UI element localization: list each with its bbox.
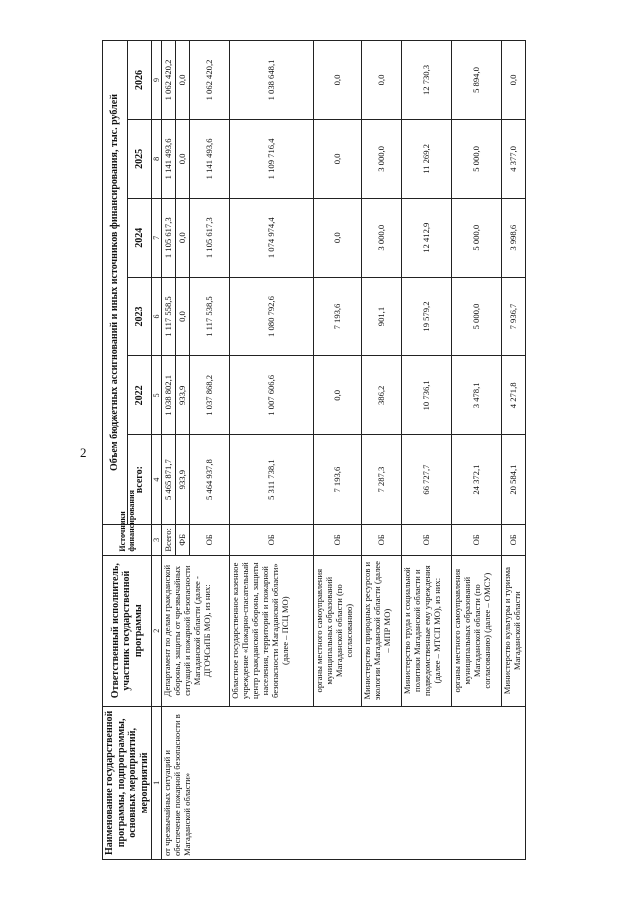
header-col2: Ответственный исполнитель, участник государственной программы [103,555,152,706]
value-cell: 0,0 [314,41,362,120]
value-cell: 19 579,2 [402,277,452,356]
index-cell: 6 [152,277,162,356]
value-cell: 5 000,0 [452,277,502,356]
value-cell: 0,0 [314,198,362,277]
value-cell: 12 412,9 [402,198,452,277]
source-cell: ОБ [502,525,526,556]
executor-cell: Департамент по делам гражданской обороны, защиты от чрезвычайных ситуаций и пожарной безопасности Магаданской области (далее - ДГОЧСиПБ МО), из них: [162,555,230,706]
executor-cell: органы местного самоуправления муниципальных образований Магаданской области (по согласованию) (далее – ОМСУ) [452,555,502,706]
header-col1: Наименование государственной программы, подпрограммы, основных мероприятий, мероприятий [103,706,152,859]
value-cell: 5 894,0 [452,41,502,120]
header-col3: Источники финансирования [103,525,152,556]
index-cell: 3 [152,525,162,556]
header-total: всего: [127,435,152,525]
value-cell: 386,2 [362,356,402,435]
executor-cell: Министерство природных ресурсов и экологии Магаданской области (далее – МПР МО) [362,555,402,706]
source-cell: Всего: [162,525,176,556]
value-cell: 1 080 792,6 [230,277,314,356]
value-cell: 0,0 [314,120,362,199]
value-cell: 0,0 [176,277,190,356]
value-cell: 7 193,6 [314,277,362,356]
header-year: 2025 [127,120,152,199]
value-cell: 5 000,0 [452,120,502,199]
program-name: от чрезвычайных ситуаций и обеспечение пожарной безопасности в Магаданской области» [162,714,192,856]
value-cell: 0,0 [176,41,190,120]
source-cell: ОБ [362,525,402,556]
source-cell: ОБ [452,525,502,556]
value-cell: 12 730,3 [402,41,452,120]
value-cell: 1 109 716,4 [230,120,314,199]
value-cell: 1 062 420,2 [162,41,176,120]
value-cell: 5 464 937,8 [190,435,230,525]
table-container [102,40,572,860]
source-cell: ОБ [190,525,230,556]
source-cell: ОБ [314,525,362,556]
value-cell: 901,1 [362,277,402,356]
program-name-cell [162,706,526,859]
value-cell: 0,0 [314,356,362,435]
value-cell: 4 377,0 [502,120,526,199]
index-cell: 4 [152,435,162,525]
value-cell: 20 584,1 [502,435,526,525]
index-cell: 5 [152,356,162,435]
value-cell: 1 038 648,1 [230,41,314,120]
header-year: 2023 [127,277,152,356]
index-cell: 2 [152,555,162,706]
value-cell: 1 141 493,6 [162,120,176,199]
index-cell: 8 [152,120,162,199]
value-cell: 3 000,0 [362,120,402,199]
executor-cell: Министерство культуры и туризма Магаданской области [502,555,526,706]
value-cell: 4 271,8 [502,356,526,435]
index-cell: 9 [152,41,162,120]
value-cell: 933,9 [176,435,190,525]
value-cell: 7 193,6 [314,435,362,525]
value-cell: 3 000,0 [362,198,402,277]
executor-cell: органы местного самоуправления муниципальных образований Магаданской области (по согласованию) [314,555,362,706]
header-year: 2026 [127,41,152,120]
header-year: 2024 [127,198,152,277]
value-cell: 5 311 738,1 [230,435,314,525]
executor-cell: Министерство труда и социальной политики Магаданской области и подведомственные ему учреждения (далее – МТСП МО), из них: [402,555,452,706]
source-cell: ОБ [230,525,314,556]
value-cell: 11 269,2 [402,120,452,199]
value-cell: 1 037 868,2 [190,356,230,435]
value-cell: 0,0 [176,120,190,199]
value-cell: 1 117 558,5 [162,277,176,356]
value-cell: 66 727,7 [402,435,452,525]
value-cell: 0,0 [362,41,402,120]
value-cell: 3 478,1 [452,356,502,435]
value-cell: 5 000,0 [452,198,502,277]
value-cell: 1 062 420,2 [190,41,230,120]
value-cell: 1 074 974,4 [230,198,314,277]
value-cell: 1 141 493,6 [190,120,230,199]
value-cell: 1 105 617,3 [162,198,176,277]
executor-cell: Областное государственное казенное учреждение «Пожарно-спасательный центр гражданской обороны, защиты населения, территорий и пожарной безопасности Магаданской области» (далее – ПСЦ МО) [230,555,314,706]
index-cell: 1 [152,706,162,859]
value-cell: 1 038 802,1 [162,356,176,435]
value-cell: 24 372,1 [452,435,502,525]
value-cell: 1 117 538,5 [190,277,230,356]
funding-table [102,40,526,860]
value-cell: 1 007 606,6 [230,356,314,435]
value-cell: 0,0 [502,41,526,120]
value-cell: 933,9 [176,356,190,435]
value-cell: 3 998,6 [502,198,526,277]
source-cell: ФБ [176,525,190,556]
header-funding: Объем бюджетных ассигнований и иных источников финансирования, тыс. рублей [103,41,128,525]
value-cell: 7 936,7 [502,277,526,356]
value-cell: 7 287,3 [362,435,402,525]
value-cell: 0,0 [176,198,190,277]
value-cell: 1 105 617,3 [190,198,230,277]
rotated-sheet [102,40,572,860]
page-number: 2 [80,445,87,460]
value-cell: 5 465 871,7 [162,435,176,525]
index-cell: 7 [152,198,162,277]
value-cell: 10 736,1 [402,356,452,435]
source-cell: ОБ [402,525,452,556]
header-year: 2022 [127,356,152,435]
